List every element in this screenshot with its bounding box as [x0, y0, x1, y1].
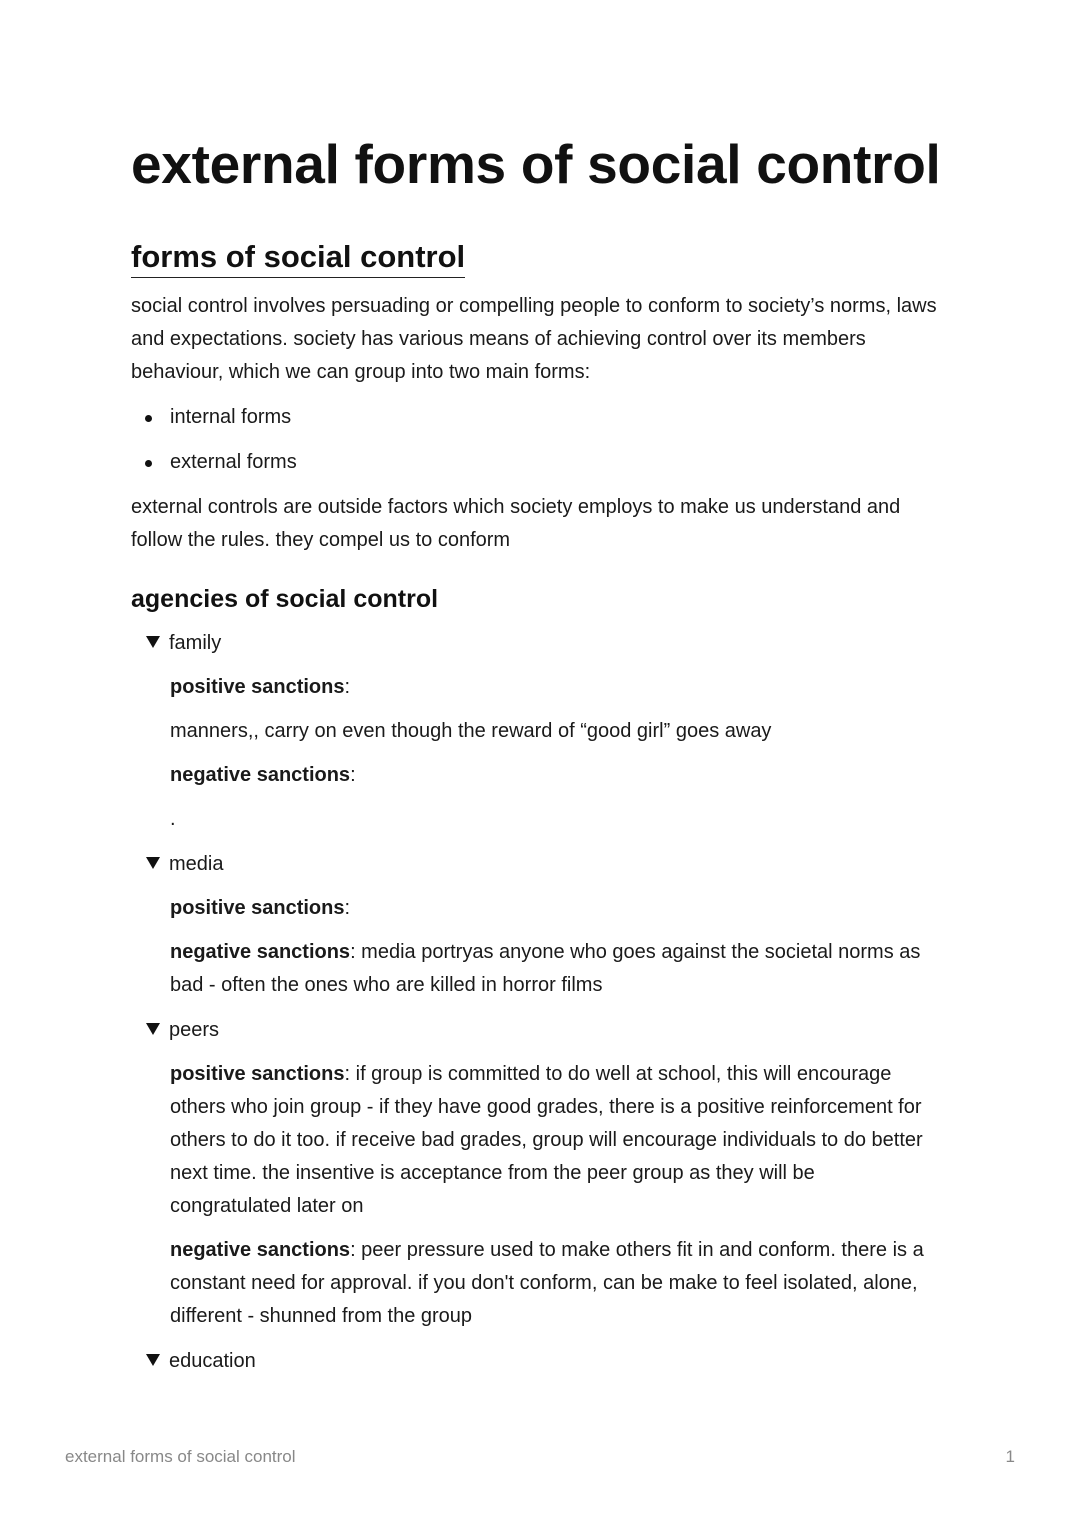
- positive-sanctions: positive sanctions: if group is committed to do well at school, this will encourage others who join group - if they have good grades, there is a positive reinforcement for others to do it too. if receive bad grades, group will encourage individuals to do better next time. the insentive is acceptance from the peer group as they will be congratulated later on: [170, 1063, 923, 1217]
- footer-document-title: external forms of social control: [65, 1447, 296, 1466]
- toggle-body-peers: [131, 1058, 941, 1333]
- toggle-label: education: [169, 1350, 256, 1372]
- toggle-media: [131, 848, 941, 1002]
- intro-paragraph: social control involves persuading or compelling people to conform to society’s norms, laws and expectations. society has various means of achieving control over its members behaviour, which we can group into two main forms:: [131, 295, 937, 383]
- negative-label: negative sanctions: [170, 764, 351, 786]
- toggle-label: peers: [169, 1019, 220, 1041]
- positive-label: positive sanctions: [170, 676, 345, 698]
- page-title: external forms of social control: [131, 133, 941, 195]
- toggle-family: [131, 627, 941, 836]
- toggle-body-family: [131, 671, 941, 836]
- negative-sanctions-detail: .: [170, 808, 176, 830]
- toggle-triangle-icon[interactable]: [146, 1023, 160, 1035]
- section-heading-forms: forms of social control: [131, 238, 465, 278]
- toggle-triangle-icon[interactable]: [146, 1354, 160, 1366]
- document-page: [131, 130, 941, 1378]
- footer-page-number: 1: [1005, 1447, 1015, 1466]
- positive-label: positive sanctions: [170, 1063, 345, 1085]
- positive-sanctions: positive sanctions:: [170, 676, 351, 698]
- toggle-body-media: [131, 892, 941, 1002]
- toggle-header-family[interactable]: [131, 627, 941, 660]
- positive-sanctions-detail: manners,, carry on even though the reward of “good girl” goes away: [170, 720, 772, 742]
- toggle-label: media: [169, 853, 224, 875]
- toggle-label: family: [169, 632, 222, 654]
- list-item: internal forms: [131, 401, 941, 434]
- negative-sanctions: negative sanctions: peer pressure used to make others fit in and conform. there is a constant need for approval. if you don't conform, can be make to feel isolated, alone, different - shunned from the group: [170, 1239, 924, 1327]
- toggle-triangle-icon[interactable]: [146, 636, 160, 648]
- negative-label: negative sanctions: [170, 1239, 351, 1261]
- negative-label: negative sanctions: [170, 941, 351, 963]
- positive-label: positive sanctions: [170, 897, 345, 919]
- toggle-header-peers[interactable]: [131, 1014, 941, 1047]
- toggle-education: [131, 1345, 941, 1378]
- external-controls-paragraph: external controls are outside factors which society employs to make us understand and follow the rules. they compel us to conform: [131, 496, 901, 551]
- negative-sanctions: negative sanctions:: [170, 764, 356, 786]
- toggle-header-education[interactable]: [131, 1345, 941, 1378]
- list-item: external forms: [131, 446, 941, 479]
- toggle-peers: [131, 1014, 941, 1333]
- forms-list: [131, 401, 941, 479]
- toggle-triangle-icon[interactable]: [146, 857, 160, 869]
- toggle-header-media[interactable]: [131, 848, 941, 881]
- positive-sanctions: positive sanctions:: [170, 897, 351, 919]
- section-heading-agencies: agencies of social control: [131, 585, 439, 613]
- negative-sanctions: negative sanctions: media portryas anyone who goes against the societal norms as bad - often the ones who are killed in horror films: [170, 941, 921, 996]
